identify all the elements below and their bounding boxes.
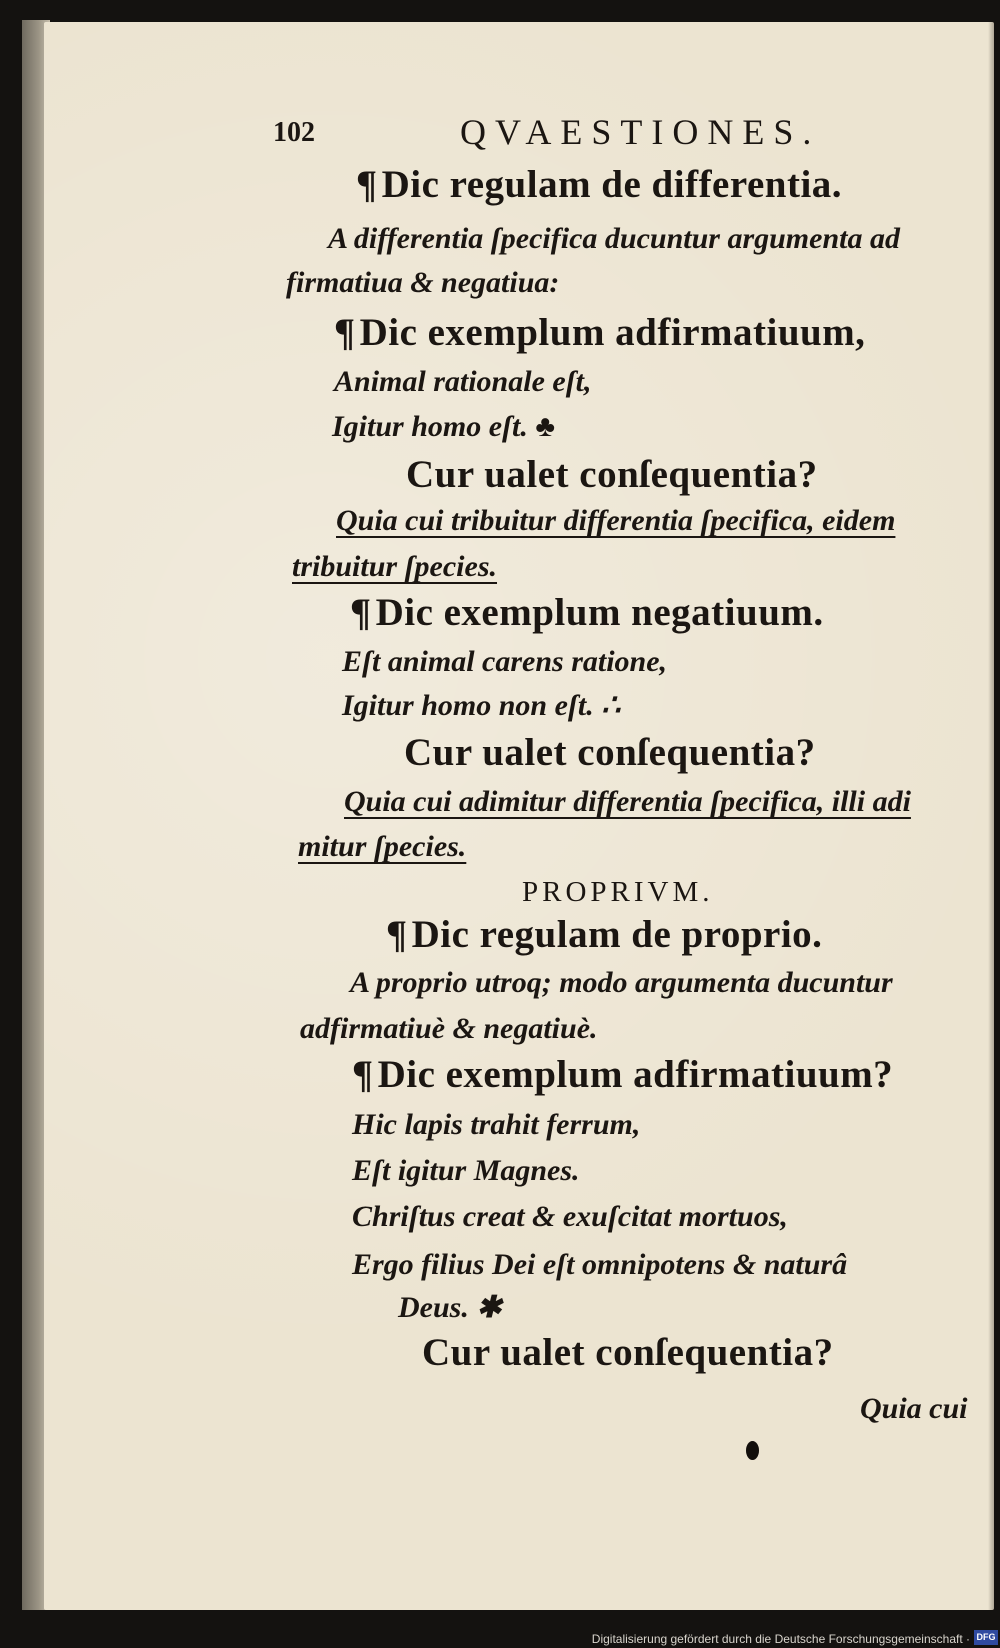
answer-line: Quia cui adimitur differentia ſpecifica, illi adi (344, 785, 911, 818)
example-line: Hic lapis trahit ferrum, (352, 1108, 641, 1141)
footer-credit: Digitalisierung gefördert durch die Deutsche Forschungsgemeinschaft · (591, 1632, 970, 1646)
example-line: Igitur homo non eſt. ∴ (342, 689, 621, 722)
ink-blot (746, 1441, 759, 1460)
question-heading: Cur ualet conſequentia? (422, 1331, 834, 1374)
heading-text: Dic exemplum adfirmatiuum, (359, 311, 866, 354)
page-edge (988, 22, 994, 1610)
heading-text: Dic exemplum adfirmatiuum? (377, 1053, 894, 1096)
example-line: Chriſtus creat & exuſcitat mortuos, (352, 1200, 788, 1233)
question-heading (350, 590, 824, 635)
digitization-footer (0, 1626, 1000, 1648)
pilcrow-icon: ¶ (352, 1053, 374, 1096)
answer-line: A proprio utroq; modo argumenta ducuntur (350, 966, 893, 999)
pilcrow-icon: ¶ (334, 311, 356, 354)
question-heading: Cur ualet conſequentia? (406, 453, 818, 496)
catchword: Quia cui (860, 1392, 968, 1425)
example-line: Eſt animal carens ratione, (342, 645, 668, 678)
example-line: Eſt igitur Magnes. (352, 1154, 580, 1187)
page-number: 102 (273, 117, 315, 148)
answer-line: tribuitur ſpecies. (292, 550, 498, 583)
example-line: Animal rationale eſt, (334, 365, 592, 398)
answer-line: mitur ſpecies. (298, 830, 467, 863)
example-line: Deus. ✱ (398, 1291, 502, 1324)
dfg-logo: DFG (974, 1630, 998, 1645)
section-title: PROPRIVM. (522, 876, 714, 908)
pilcrow-icon: ¶ (386, 913, 408, 956)
heading-text: Dic regulam de differentia. (381, 163, 843, 206)
running-head: QVAESTIONES. (460, 112, 821, 152)
answer-line: firmatiua & negatiua: (286, 266, 560, 299)
answer-line: adfirmatiuè & negatiuè. (300, 1012, 598, 1045)
heading-text: Dic exemplum negatiuum. (375, 591, 824, 634)
question-heading (356, 162, 842, 207)
pilcrow-icon: ¶ (356, 163, 378, 206)
answer-line: Quia cui tribuitur differentia ſpecifica, eidem (336, 504, 896, 537)
question-heading (334, 310, 865, 355)
example-line: Ergo filius Dei eſt omnipotens & naturâ (352, 1248, 848, 1281)
example-line: Igitur homo eſt. ♣ (332, 410, 556, 443)
question-heading (352, 1052, 893, 1097)
pilcrow-icon: ¶ (350, 591, 372, 634)
heading-text: Dic regulam de proprio. (411, 913, 823, 956)
question-heading (386, 912, 822, 957)
answer-line: A differentia ſpecifica ducuntur argumenta ad (328, 222, 900, 255)
question-heading: Cur ualet conſequentia? (404, 731, 816, 774)
